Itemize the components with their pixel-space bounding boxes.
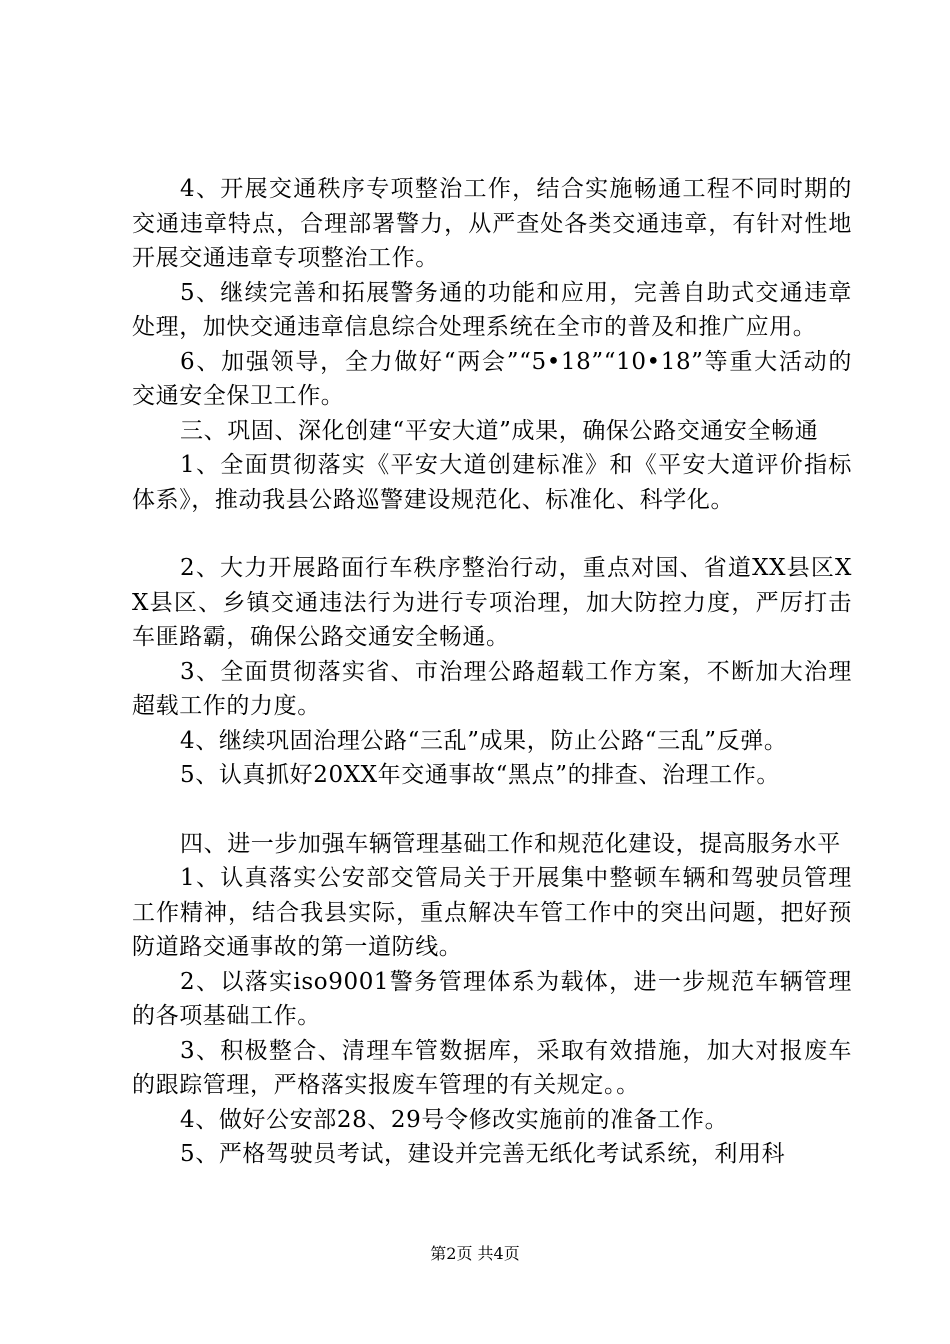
paragraph-vehicle-rectification: 1、认真落实公安部交管局关于开展集中整顿车辆和驾驶员管理工作精神，结合我县实际，重点解决车管工作中的突出问题，把好预防道路交通事故的第一道防线。 <box>132 865 852 960</box>
blank-line <box>132 793 852 827</box>
paragraph-traffic-order: 4、开展交通秩序专项整治工作，结合实施畅通工程不同时期的交通违章特点，合理部署警力，从严查处各类交通违章，有针对性地开展交通违章专项整治工作。 <box>132 176 852 271</box>
document-body <box>132 172 852 1172</box>
section-heading-safe-road: 三、巩固、深化创建“平安大道”成果，确保公路交通安全畅通 <box>180 417 819 444</box>
paragraph-three-chaos: 4、继续巩固治理公路“三乱”成果，防止公路“三乱”反弹。 <box>180 727 788 754</box>
paragraph-black-spots: 5、认真抓好20XX年交通事故“黑点”的排查、治理工作。 <box>180 762 780 788</box>
paragraph-overload: 3、全面贯彻落实省、市治理公路超载工作方案，不断加大治理超载工作的力度。 <box>132 658 852 719</box>
section-heading-vehicle-management: 四、进一步加强车辆管理基础工作和规范化建设，提高服务水平 <box>180 830 841 857</box>
page-footer: 第2页 共4页 <box>430 1244 520 1263</box>
paragraph-police-app: 5、继续完善和拓展警务通的功能和应用，完善自助式交通违章处理，加快交通违章信息综合处理系统在全市的普及和推广应用。 <box>132 279 852 340</box>
paragraph-safe-road-standard: 1、全面贯彻落实《平安大道创建标准》和《平安大道评价指标体系》，推动我县公路巡警建设规范化、标准化、科学化。 <box>132 452 852 513</box>
paragraph-decree-prep: 4、做好公安部28、29号令修改实施前的准备工作。 <box>180 1106 729 1133</box>
paragraph-major-events: 6、加强领导，全力做好“两会”“5•18”“10•18”等重大活动的交通安全保卫工作。 <box>132 348 852 409</box>
paragraph-iso9001: 2、以落实iso9001警务管理体系为载体，进一步规范车辆管理的各项基础工作。 <box>132 968 852 1029</box>
blank-line <box>132 517 852 551</box>
paragraph-database: 3、积极整合、清理车管数据库，采取有效措施，加大对报废车的跟踪管理，严格落实报废车管理的有关规定。。 <box>132 1037 852 1098</box>
paragraph-road-order: 2、大力开展路面行车秩序整治行动，重点对国、省道XX县区XX县区、乡镇交通违法行为进行专项治理，加大防控力度，严厉打击车匪路霸，确保公路交通安全畅通。 <box>132 555 852 650</box>
paragraph-driver-exam: 5、严格驾驶员考试，建设并完善无纸化考试系统，利用科 <box>180 1141 786 1167</box>
